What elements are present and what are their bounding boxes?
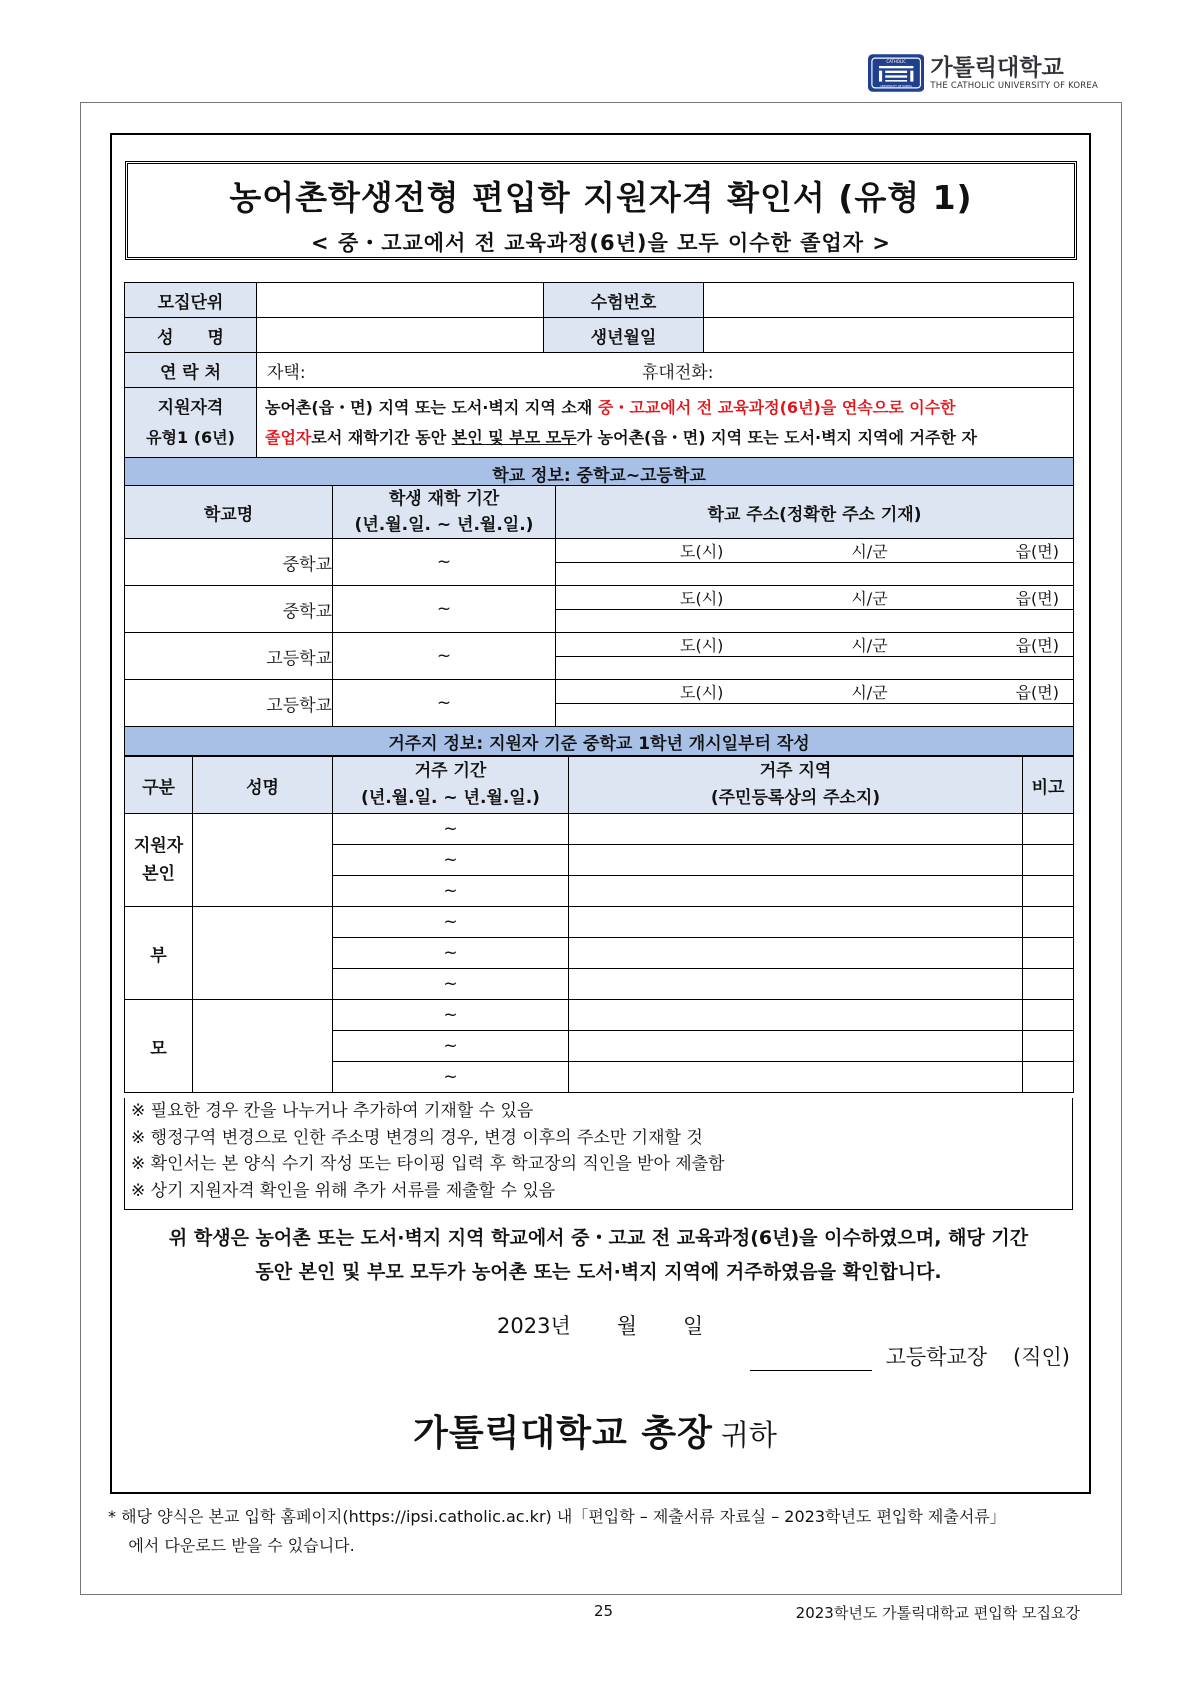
addressee <box>0 1405 1190 1456</box>
residence-info-table <box>124 756 1074 1093</box>
footer-document-title: 2023학년도 가톨릭대학교 편입학 모집요강 <box>795 1604 1080 1622</box>
residence-note-col-header: 비고 <box>1023 757 1074 814</box>
residence-region-field[interactable] <box>569 1062 1023 1093</box>
date-line <box>497 1310 703 1340</box>
residence-period-field[interactable]: ~ <box>333 1062 569 1093</box>
addr-si-label: 시/군 <box>851 542 888 561</box>
residence-period-field[interactable]: ~ <box>333 1000 569 1031</box>
confirmation-line1: 위 학생은 농어촌 또는 도서·벽지 지역 학교에서 중・고교 전 교육과정(6년)을 이수하였으며, 해당 기간 <box>168 1227 1029 1249</box>
residence-period-field[interactable]: ~ <box>333 1031 569 1062</box>
addr-eup-label: 읍(면) <box>1015 636 1059 655</box>
residence-region-field[interactable] <box>569 845 1023 876</box>
school-row-address-line2[interactable] <box>556 610 1074 633</box>
residence-note-field[interactable] <box>1023 1031 1074 1062</box>
principal-signature-line <box>750 1341 1070 1371</box>
logo-english-name: THE CATHOLIC UNIVERSITY OF KOREA <box>930 80 1098 91</box>
footnote-line2: 에서 다운로드 받을 수 있습니다. <box>108 1536 355 1555</box>
residence-region-col-header <box>569 757 1023 814</box>
school-row-name: 고등학교 <box>125 633 333 680</box>
school-period-col-header-line1: 학생 재학 기간 <box>388 489 500 509</box>
residence-note-field[interactable] <box>1023 938 1074 969</box>
school-row-period[interactable]: ~ <box>333 539 556 586</box>
school-row-period[interactable]: ~ <box>333 633 556 680</box>
school-row-address[interactable] <box>556 633 1074 657</box>
qualification-text-red-2: 졸업자 <box>265 427 312 447</box>
residence-region-field[interactable] <box>569 814 1023 845</box>
school-row-period[interactable]: ~ <box>333 680 556 727</box>
addr-do-label: 도(시) <box>680 542 724 561</box>
school-name-blank[interactable] <box>750 1347 872 1371</box>
residence-region-field[interactable] <box>569 876 1023 907</box>
school-period-col-header-line2: (년.월.일. ~ 년.월.일.) <box>354 515 534 535</box>
residence-note-field[interactable] <box>1023 876 1074 907</box>
residence-period-field[interactable]: ~ <box>333 969 569 1000</box>
residence-note-field[interactable] <box>1023 1062 1074 1093</box>
exam-number-field[interactable] <box>704 283 1074 318</box>
name-field[interactable] <box>257 318 544 353</box>
residence-group-label-line2: 본인 <box>142 864 175 884</box>
qualification-label-line1: 지원자격 <box>157 397 224 418</box>
footnote <box>108 1502 1098 1560</box>
residence-section-header: 거주지 정보: 지원자 기준 중학교 1학년 개시일부터 작성 <box>125 727 1074 756</box>
residence-group-father: 부 <box>125 907 193 1000</box>
school-row-period[interactable]: ~ <box>333 586 556 633</box>
addr-do-label: 도(시) <box>680 683 724 702</box>
addr-do-label: 도(시) <box>680 636 724 655</box>
recruit-unit-field[interactable] <box>257 283 544 318</box>
contact-field[interactable] <box>257 353 1074 388</box>
addr-si-label: 시/군 <box>851 636 888 655</box>
residence-period-col-header-line2: (년.월.일. ~ 년.월.일.) <box>361 788 540 808</box>
emblem-text-bottom: UNIVERSITY OF KOREA <box>880 84 913 89</box>
residence-region-col-header-line1: 거주 지역 <box>759 761 832 781</box>
note-item: ※ 필요한 경우 칸을 나누거나 추가하여 기재할 수 있음 <box>131 1101 534 1121</box>
residence-period-col-header <box>333 757 569 814</box>
note-item: ※ 행정구역 변경으로 인한 주소명 변경의 경우, 변경 이후의 주소만 기재할 것 <box>131 1127 703 1148</box>
addressee-main: 가톨릭대학교 총장 <box>413 1413 713 1454</box>
residence-region-col-header-line2: (주민등록상의 주소지) <box>710 788 881 808</box>
page-number: 25 <box>594 1602 614 1620</box>
principal-title: 고등학교장 <box>885 1345 988 1369</box>
school-name-col-header: 학교명 <box>125 486 333 539</box>
confirmation-statement <box>124 1221 1073 1289</box>
name-label: 성 명 <box>125 318 257 353</box>
residence-period-field[interactable]: ~ <box>333 845 569 876</box>
school-row-name: 중학교 <box>125 539 333 586</box>
contact-label: 연 락 처 <box>125 353 257 388</box>
university-logo <box>868 46 1098 100</box>
school-row-address-line2[interactable] <box>556 563 1074 586</box>
birthdate-field[interactable] <box>704 318 1074 353</box>
residence-name-col-header: 성명 <box>193 757 333 814</box>
residence-period-field[interactable]: ~ <box>333 876 569 907</box>
university-emblem-icon <box>868 49 924 97</box>
residence-note-field[interactable] <box>1023 814 1074 845</box>
mobile-phone-label: 휴대전화: <box>642 362 714 383</box>
residence-note-field[interactable] <box>1023 845 1074 876</box>
residence-group-applicant <box>125 814 193 907</box>
qualification-text-underlined: 본인 및 부모 모두 <box>451 427 577 447</box>
school-row-address-line2[interactable] <box>556 657 1074 680</box>
residence-period-field[interactable]: ~ <box>333 814 569 845</box>
applicant-info-table <box>124 282 1074 490</box>
residence-type-col-header: 구분 <box>125 757 193 814</box>
date-day[interactable]: 일 <box>683 1314 704 1338</box>
addr-eup-label: 읍(면) <box>1015 589 1059 608</box>
recruit-unit-label: 모집단위 <box>125 283 257 318</box>
qualification-label <box>125 388 257 458</box>
residence-region-field[interactable] <box>569 907 1023 938</box>
school-row-name: 고등학교 <box>125 680 333 727</box>
form-title: 농어촌학생전형 편입학 지원자격 확인서 (유형 1) <box>229 178 973 217</box>
logo-korean-name: 가톨릭대학교 <box>930 54 1064 81</box>
addr-si-label: 시/군 <box>851 589 888 608</box>
qualification-description <box>257 388 1074 458</box>
note-item: ※ 상기 지원자격 확인을 위해 추가 서류를 제출할 수 있음 <box>131 1180 556 1201</box>
birthdate-label: 생년월일 <box>544 318 704 353</box>
residence-region-field[interactable] <box>569 1031 1023 1062</box>
residence-period-col-header-line1: 거주 기간 <box>414 761 487 781</box>
residence-name-field[interactable] <box>193 814 333 907</box>
date-year: 2023년 <box>497 1314 571 1338</box>
addr-do-label: 도(시) <box>680 589 724 608</box>
residence-region-field[interactable] <box>569 969 1023 1000</box>
addr-si-label: 시/군 <box>851 683 888 702</box>
residence-region-field[interactable] <box>569 1000 1023 1031</box>
residence-note-field[interactable] <box>1023 969 1074 1000</box>
qualification-text-b: 로서 재학기간 동안 <box>311 427 452 447</box>
residence-group-label-line1: 지원자 <box>133 836 184 856</box>
school-row-address[interactable] <box>556 680 1074 704</box>
home-phone-label: 자택: <box>267 362 306 383</box>
notes-box <box>124 1098 1073 1210</box>
qualification-text-c: 가 농어촌(읍・면) 지역 또는 도서·벽지 지역에 거주한 자 <box>576 427 977 447</box>
date-month[interactable]: 월 <box>616 1314 638 1338</box>
school-row-address[interactable] <box>556 539 1074 563</box>
qualification-text-a: 농어촌(읍・면) 지역 또는 도서·벽지 지역 소재 <box>265 397 598 417</box>
school-period-col-header <box>333 486 556 539</box>
qualification-text-red-1: 중・고교에서 전 교육과정(6년)을 연속으로 이수한 <box>597 397 956 417</box>
seal-label: (직인) <box>1013 1345 1070 1369</box>
residence-note-field[interactable] <box>1023 1000 1074 1031</box>
residence-period-field[interactable]: ~ <box>333 907 569 938</box>
residence-period-field[interactable]: ~ <box>333 938 569 969</box>
qualification-label-line2: 유형1 (6년) <box>146 427 235 447</box>
school-address-col-header: 학교 주소(정확한 주소 기재) <box>556 486 1074 539</box>
addr-eup-label: 읍(면) <box>1015 542 1059 561</box>
residence-group-mother: 모 <box>125 1000 193 1093</box>
addr-eup-label: 읍(면) <box>1015 683 1059 702</box>
residence-name-field[interactable] <box>193 1000 333 1093</box>
school-info-table <box>124 485 1074 756</box>
addressee-suffix: 귀하 <box>720 1418 777 1452</box>
school-section-header: 학교 정보: 중학교~고등학교 <box>125 458 1074 490</box>
confirmation-line2: 동안 본인 및 부모 모두가 농어촌 또는 도서·벽지 지역에 거주하였음을 확인합니다. <box>255 1261 942 1283</box>
residence-region-field[interactable] <box>569 938 1023 969</box>
emblem-text-top: CATHOLIC <box>886 58 906 64</box>
form-title-box <box>125 161 1077 260</box>
school-row-address[interactable] <box>556 586 1074 610</box>
exam-number-label: 수험번호 <box>544 283 704 318</box>
residence-name-field[interactable] <box>193 907 333 1000</box>
note-item: ※ 확인서는 본 양식 수기 작성 또는 타이핑 입력 후 학교장의 직인을 받아 제출함 <box>131 1154 725 1174</box>
residence-note-field[interactable] <box>1023 907 1074 938</box>
footnote-line1: * 해당 양식은 본교 입학 홈페이지(https://ipsi.catholic.ac.kr) 내「편입학 – 제출서류 자료실 – 2023학년도 편입학 제출서류」 <box>108 1507 1006 1526</box>
form-subtitle: < 중・고교에서 전 교육과정(6년)을 모두 이수한 졸업자 > <box>311 231 891 255</box>
school-row-name: 중학교 <box>125 586 333 633</box>
school-row-address-line2[interactable] <box>556 704 1074 727</box>
